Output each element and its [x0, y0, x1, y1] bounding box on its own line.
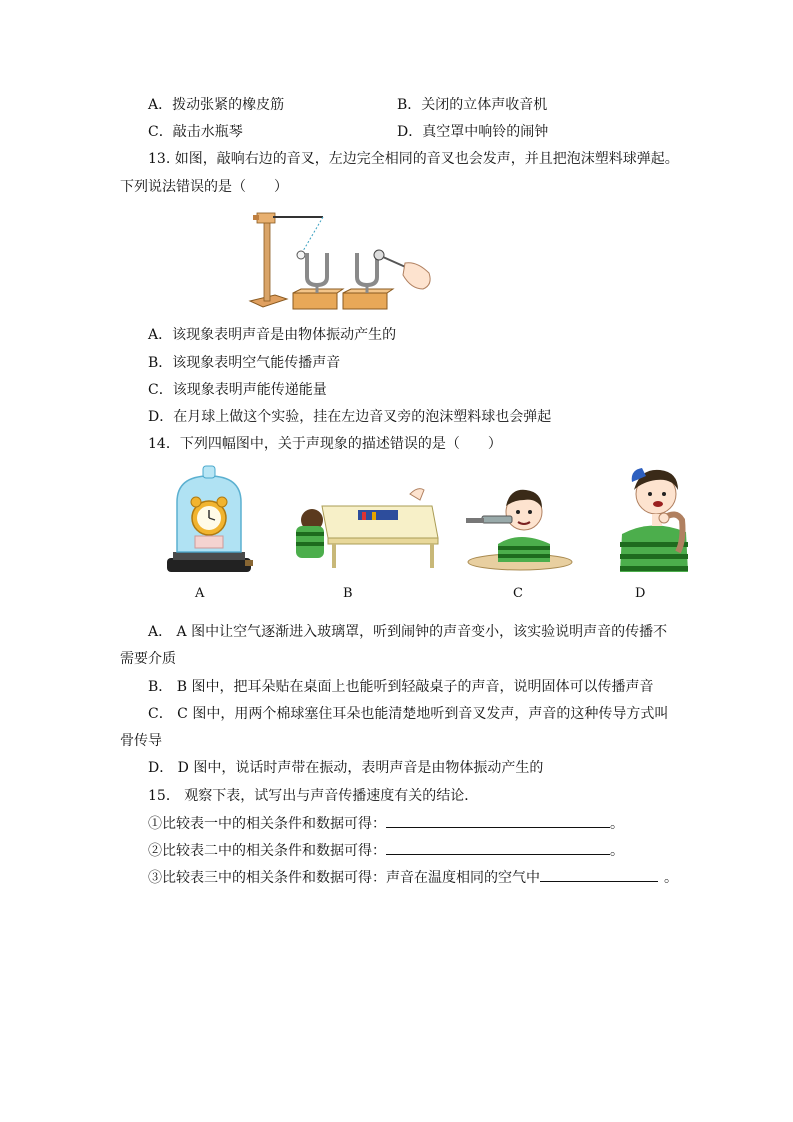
q13-option-a: A．该现象表明声音是由物体振动产生的 [148, 327, 397, 343]
q15-item3-end: 。 [664, 870, 678, 886]
q15-item3 [148, 867, 678, 888]
figure-caption-a: A [195, 586, 205, 601]
q14-option-b: B． B 图中，把耳朵贴在桌面上也能听到轻敲桌子的声音，说明固体可以传播声音 [148, 679, 654, 695]
q12-option-a: A．拨动张紧的橡皮筋 [148, 97, 285, 113]
tuning-fork-figure [245, 205, 440, 313]
q15-answer-blank-2[interactable] [386, 840, 610, 855]
q14-option-a-line2: 需要介质 [120, 651, 176, 667]
bone-conduction-figure [464, 466, 574, 572]
q14-option-d: D． D 图中，说话时声带在振动，表明声音是由物体振动产生的 [148, 760, 544, 776]
q15-item2-text: ②比较表二中的相关条件和数据可得： [148, 843, 386, 859]
ear-on-table-figure [292, 476, 442, 571]
q15-item2 [148, 840, 624, 861]
figure-caption-d: D [635, 586, 646, 601]
q15-item1-end: 。 [610, 816, 624, 832]
q12-option-b: B．关闭的立体声收音机 [397, 97, 548, 113]
q15-item1 [148, 813, 624, 834]
q15-item3-text: ③比较表三中的相关条件和数据可得：声音在温度相同的空气中 [148, 870, 540, 886]
q14-option-c-line1: C． C 图中，用两个棉球塞住耳朵也能清楚地听到音叉发声，声音的这种传导方式叫 [148, 706, 669, 722]
vocal-cords-figure [612, 460, 698, 572]
q13-option-d: D．在月球上做这个实验，挂在左边音叉旁的泡沫塑料球也会弹起 [148, 409, 552, 425]
figure-caption-b: B [343, 586, 353, 601]
q15-item2-end: 。 [610, 843, 624, 859]
q15-item1-text: ①比较表一中的相关条件和数据可得： [148, 816, 386, 832]
q14-option-a-line1: A． A 图中让空气逐渐进入玻璃罩，听到闹钟的声音变小，该实验说明声音的传播不 [148, 624, 668, 640]
q12-option-c: C．敲击水瓶琴 [148, 124, 243, 140]
q15-stem: 15． 观察下表，试写出与声音传播速度有关的结论． [148, 788, 479, 804]
q12-option-d: D．真空罩中响铃的闹钟 [397, 124, 549, 140]
q15-answer-blank-3[interactable] [540, 867, 658, 882]
q13-stem-line1: 13. 如图，敲响右边的音叉，左边完全相同的音叉也会发声，并且把泡沫塑料球弹起。 [148, 151, 679, 167]
q13-stem-line2: 下列说法错误的是（ ） [120, 179, 288, 195]
q13-option-c: C．该现象表明声能传递能量 [148, 382, 327, 398]
q15-answer-blank-1[interactable] [386, 813, 610, 828]
figure-caption-c: C [513, 586, 523, 601]
bell-jar-clock-figure [163, 462, 255, 577]
q13-option-b: B．该现象表明空气能传播声音 [148, 355, 341, 371]
q14-stem: 14．下列四幅图中，关于声现象的描述错误的是（ ） [148, 436, 502, 452]
q14-option-c-line2: 骨传导 [120, 733, 162, 749]
